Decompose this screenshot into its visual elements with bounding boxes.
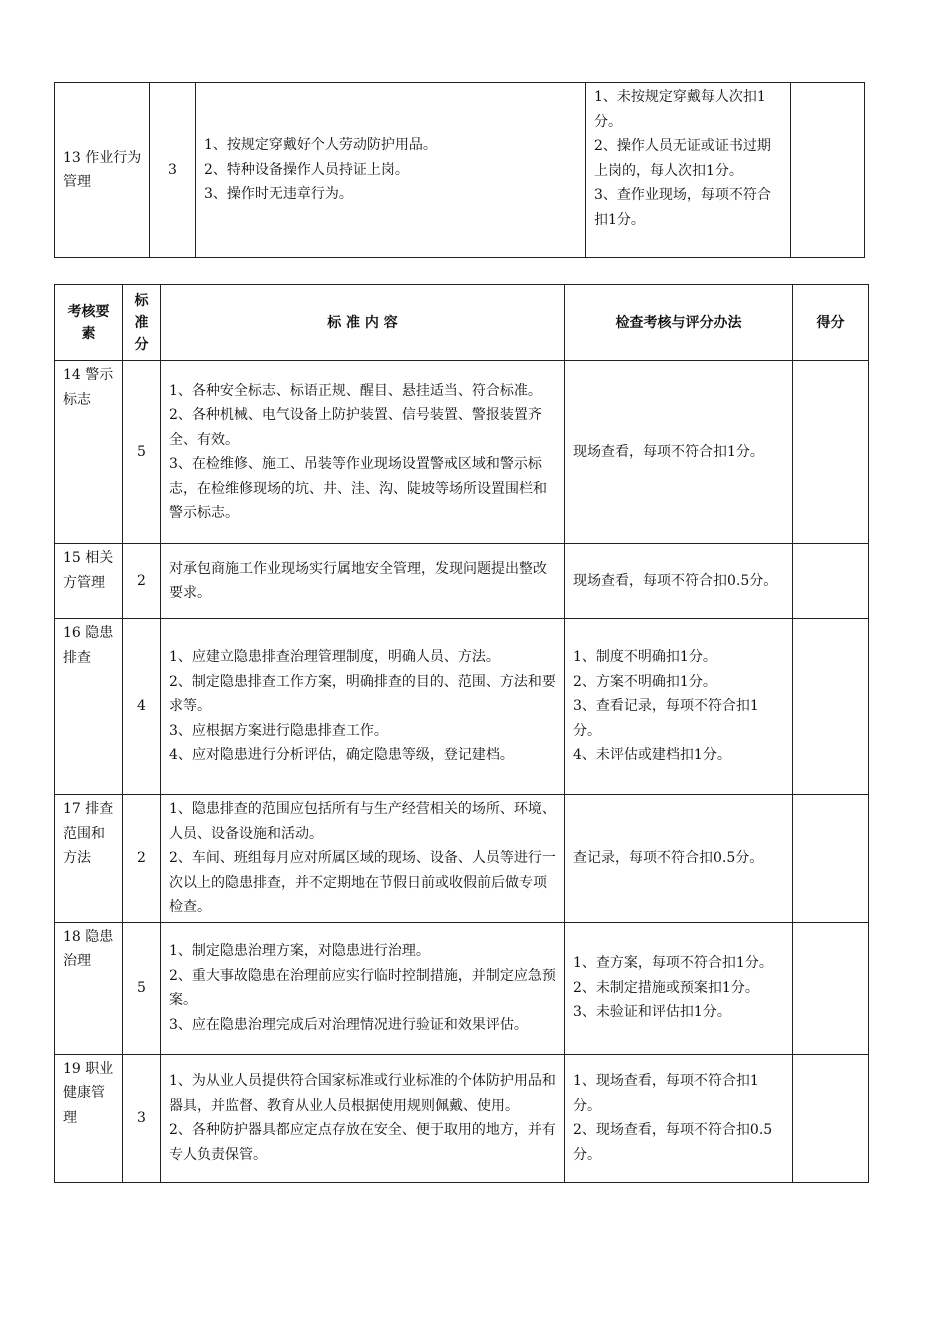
result-cell <box>793 544 869 619</box>
table-row <box>55 922 869 1054</box>
element-cell: 19 职业健康管理 <box>55 1054 123 1182</box>
content-cell: 1、应建立隐患排查治理管理制度，明确人员、方法。 2、制定隐患排查工作方案，明确排查的目的、范围、方法和要求等。 3、应根据方案进行隐患排查工作。 4、应对隐患进行分析评估，确定隐患等级，登记建档。 <box>161 619 565 795</box>
element-cell: 16 隐患排查 <box>55 619 123 795</box>
method-cell: 现场查看，每项不符合扣1分。 <box>565 361 793 544</box>
header-result: 得分 <box>793 285 869 361</box>
table-row <box>55 795 869 923</box>
table-row <box>55 361 869 544</box>
element-cell: 13 作业行为管理 <box>55 83 150 258</box>
header-score: 标准分 <box>123 285 161 361</box>
assessment-table-continued <box>54 82 865 258</box>
score-cell: 5 <box>123 361 161 544</box>
table-row <box>55 619 869 795</box>
content-cell: 1、制定隐患治理方案，对隐患进行治理。 2、重大事故隐患在治理前应实行临时控制措施，并制定应急预案。 3、应在隐患治理完成后对治理情况进行验证和效果评估。 <box>161 922 565 1054</box>
result-cell <box>791 83 865 258</box>
method-cell: 现场查看，每项不符合扣0.5分。 <box>565 544 793 619</box>
score-cell: 3 <box>123 1054 161 1182</box>
header-method: 检查考核与评分办法 <box>565 285 793 361</box>
table-row <box>55 83 865 258</box>
header-element: 考核要素 <box>55 285 123 361</box>
content-cell: 1、按规定穿戴好个人劳动防护用品。 2、特种设备操作人员持证上岗。 3、操作时无违章行为。 <box>196 83 586 258</box>
score-cell: 2 <box>123 795 161 923</box>
element-cell: 15 相关方管理 <box>55 544 123 619</box>
content-cell: 1、各种安全标志、标语正规、醒目、悬挂适当、符合标准。 2、各种机械、电气设备上防护装置、信号装置、警报装置齐全、有效。 3、在检维修、施工、吊装等作业现场设置警戒区域和警示标志，在检维修现场的坑、井、洼、沟、陡坡等场所设置围栏和警示标志。 <box>161 361 565 544</box>
element-cell: 14 警示标志 <box>55 361 123 544</box>
header-row <box>55 285 869 361</box>
score-cell: 4 <box>123 619 161 795</box>
result-cell <box>793 795 869 923</box>
result-cell <box>793 1054 869 1182</box>
score-cell: 5 <box>123 922 161 1054</box>
content-cell: 对承包商施工作业现场实行属地安全管理，发现问题提出整改要求。 <box>161 544 565 619</box>
table-row <box>55 544 869 619</box>
score-cell: 2 <box>123 544 161 619</box>
assessment-table <box>54 284 869 1183</box>
content-cell: 1、隐患排查的范围应包括所有与生产经营相关的场所、环境、人员、设备设施和活动。 2、车间、班组每月应对所属区域的现场、设备、人员等进行一次以上的隐患排查，并不定期地在节假日前或收假前后做专项检查。 <box>161 795 565 923</box>
result-cell <box>793 922 869 1054</box>
method-cell: 1、未按规定穿戴每人次扣1分。 2、操作人员无证或证书过期上岗的，每人次扣1分。 3、查作业现场，每项不符合扣1分。 <box>586 83 791 258</box>
header-content: 标 准 内 容 <box>161 285 565 361</box>
result-cell <box>793 619 869 795</box>
table-row <box>55 1054 869 1182</box>
method-cell: 查记录，每项不符合扣0.5分。 <box>565 795 793 923</box>
method-cell: 1、查方案，每项不符合扣1分。 2、未制定措施或预案扣1分。 3、未验证和评估扣1分。 <box>565 922 793 1054</box>
element-cell: 18 隐患治理 <box>55 922 123 1054</box>
result-cell <box>793 361 869 544</box>
score-cell: 3 <box>150 83 196 258</box>
content-cell: 1、为从业人员提供符合国家标准或行业标准的个体防护用品和器具，并监督、教育从业人员根据使用规则佩戴、使用。 2、各种防护器具都应定点存放在安全、便于取用的地方，并有专人负责保管。 <box>161 1054 565 1182</box>
method-cell: 1、现场查看，每项不符合扣1分。 2、现场查看，每项不符合扣0.5分。 <box>565 1054 793 1182</box>
method-cell: 1、制度不明确扣1分。 2、方案不明确扣1分。 3、查看记录，每项不符合扣1分。 4、未评估或建档扣1分。 <box>565 619 793 795</box>
element-cell: 17 排查范围和方法 <box>55 795 123 923</box>
